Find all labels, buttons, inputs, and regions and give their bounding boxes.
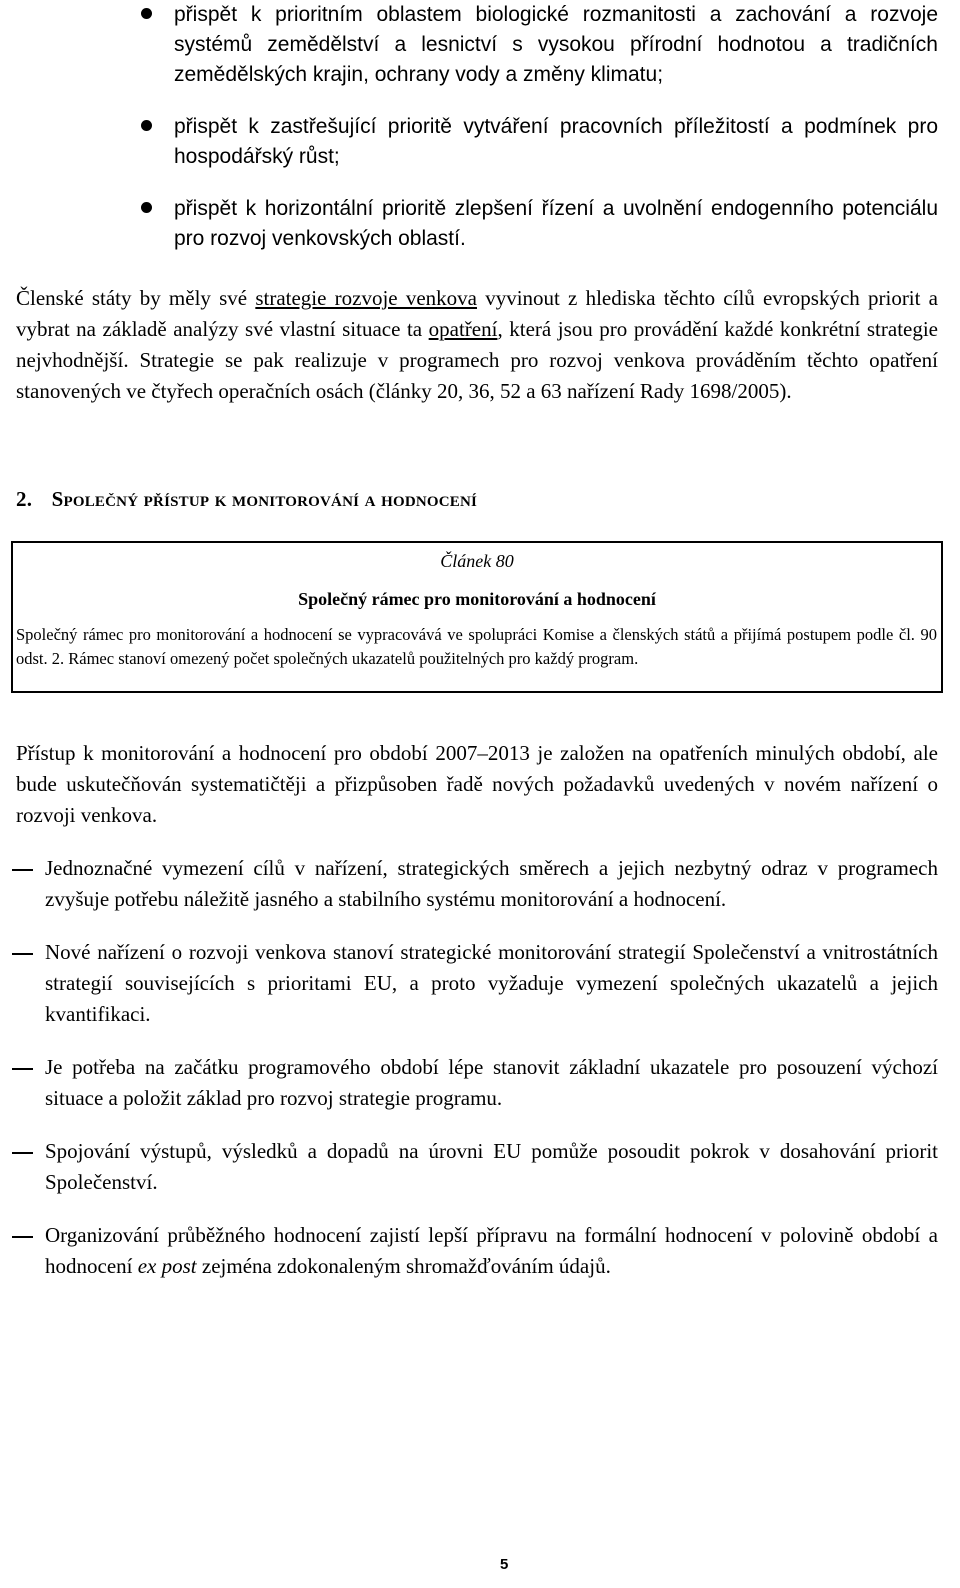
- paragraph-text: , která jsou pro provádění každé konkrétní strategie nejvhodnější. Strategie se pak realizuje v programech pro rozvoj venkova prováděním těchto opatření stanovených ve čtyřech operačních osách (články 20, 36, 52 a 63 nařízení Rady 1698/2005).: [16, 317, 939, 403]
- dash-text: Jednoznačné vymezení cílů v nařízení, strategických směrech a jejich nezbytný odraz v programech zvyšuje potřebu náležitě jasného a stabilního systému monitorování a hodnocení.: [45, 856, 938, 911]
- section-title: Společný přístup k monitorování a hodnocení: [51, 487, 478, 511]
- article-box: [11, 541, 943, 693]
- dash-item: [0, 1136, 960, 1198]
- bullet-item: [0, 0, 960, 90]
- dash-text: zejména zdokonaleným shromažďováním údajů.: [196, 1254, 611, 1278]
- paragraph-text: vyvinout z hlediska těchto cílů evropských priorit a vybrat na základě analýzy své vlastní situace ta: [16, 286, 938, 341]
- dash-icon: [12, 1068, 33, 1070]
- bullet-text: přispět k horizontální prioritě zlepšení řízení a uvolnění endogenního potenciálu pro rozvoj venkovských oblastí.: [174, 197, 938, 250]
- bullet-item: [0, 112, 960, 172]
- dash-item: [0, 853, 960, 915]
- page-number: 5: [500, 1556, 509, 1573]
- approach-paragraph: Přístup k monitorování a hodnocení pro období 2007–2013 je založen na opatřeních minulých období, ale bude uskutečňován systematičtěji a přizpůsoben řadě nových požadavků uvedených v novém nařízení o rozvoji venkova.: [16, 741, 938, 827]
- dash-icon: [12, 1236, 33, 1238]
- dash-icon: [12, 953, 33, 955]
- bullet-dot-icon: [141, 8, 152, 19]
- dash-text: Organizování průběžného hodnocení zajistí lepší přípravu na formální hodnocení v polovině období a hodnocení: [45, 1223, 938, 1278]
- bullet-dot-icon: [141, 120, 152, 131]
- article-title: Společný rámec pro monitorování a hodnocení: [298, 589, 656, 609]
- dash-item: [0, 937, 960, 1030]
- dash-text: Spojování výstupů, výsledků a dopadů na úrovni EU pomůže posoudit pokrok v dosahování priorit Společenství.: [45, 1139, 938, 1194]
- dash-item: [0, 1220, 960, 1282]
- section-heading: [16, 487, 477, 512]
- dash-text: Je potřeba na začátku programového období lépe stanovit základní ukazatele pro posouzení výchozí situace a položit základ pro rozvoj strategie programu.: [45, 1055, 938, 1110]
- article-number: Článek 80: [440, 551, 514, 571]
- priority-bullet-list: [0, 0, 960, 254]
- strategy-link[interactable]: strategie rozvoje venkova: [255, 286, 477, 310]
- measures-link[interactable]: opatření: [428, 317, 498, 341]
- bullet-text: přispět k prioritním oblastem biologické rozmanitosti a zachování a rozvoje systémů zemědělství a lesnictví s vysokou přírodní hodnotou a tradičních zemědělských krajin, ochrany vody a změny klimatu;: [174, 3, 938, 86]
- article-text: Společný rámec pro monitorování a hodnocení se vypracovává ve spolupráci Komise a členských států a přijímá postupem podle čl. 90 odst. 2. Rámec stanoví omezený počet společných ukazatelů použitelných pro každý program.: [16, 625, 937, 668]
- section-number: 2.: [16, 487, 33, 511]
- dash-item: [0, 1052, 960, 1114]
- member-states-paragraph: [16, 283, 938, 407]
- bullet-dot-icon: [141, 202, 152, 213]
- dash-list: [0, 853, 960, 1282]
- bullet-item: [0, 194, 960, 254]
- bullet-text: přispět k zastřešující prioritě vytváření pracovních příležitostí a podmínek pro hospodářský růst;: [174, 115, 938, 168]
- dash-icon: [12, 1152, 33, 1154]
- dash-text-italic: ex post: [137, 1254, 197, 1278]
- paragraph-text: Členské státy by měly své: [16, 286, 256, 310]
- dash-icon: [12, 869, 33, 871]
- dash-text: Nové nařízení o rozvoji venkova stanoví strategické monitorování strategií Společenství a vnitrostátních strategií souvisejících s prioritami EU, a proto vyžaduje vymezení společných ukazatelů a jejich kvantifikaci.: [45, 940, 938, 1026]
